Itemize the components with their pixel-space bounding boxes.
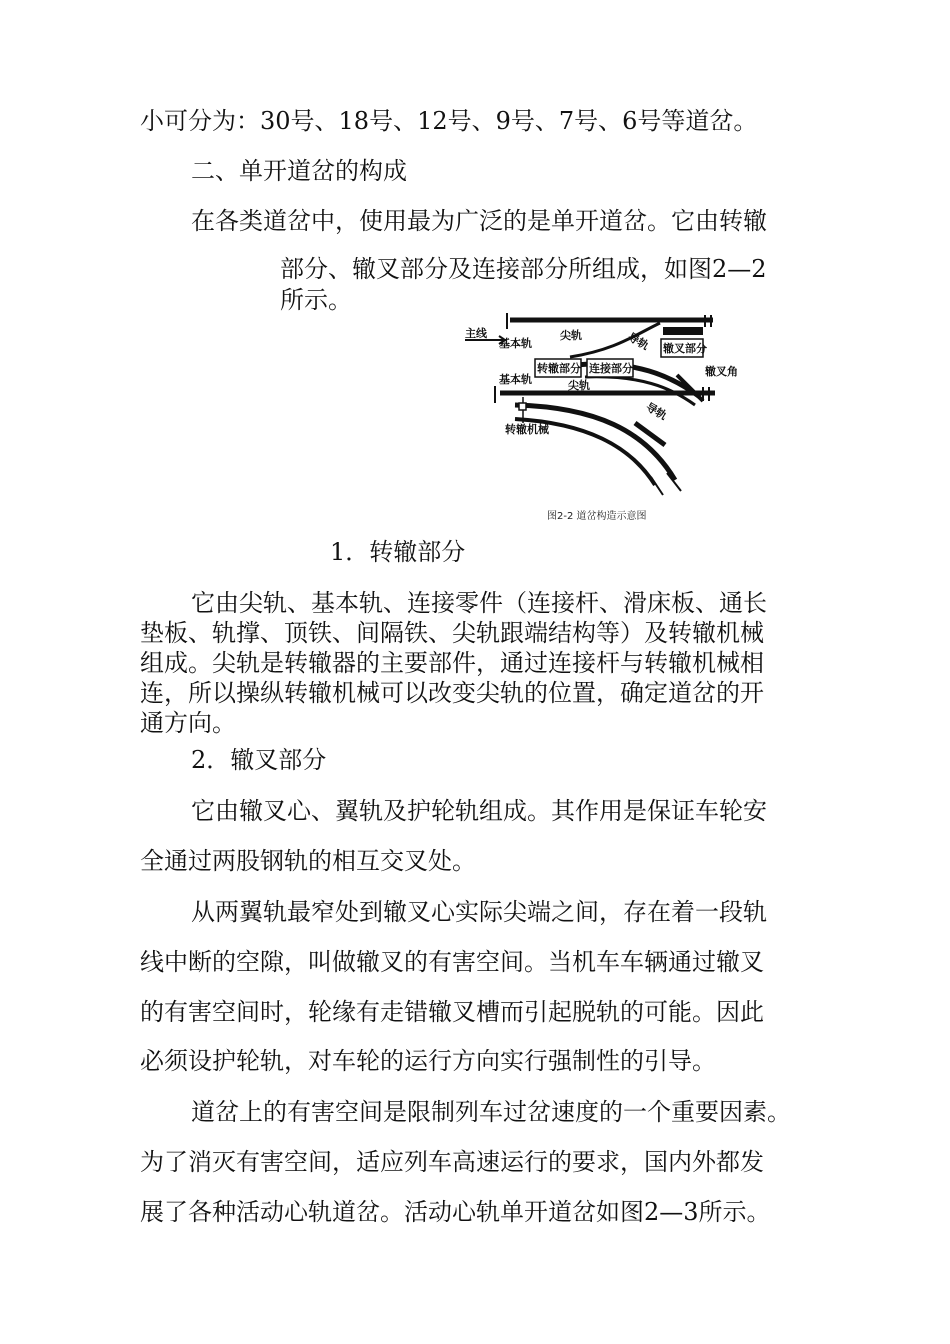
text-p8-3: 展了各种活动心轨道岔。活动心轨单开道岔如图2—3所示。 bbox=[140, 1198, 771, 1226]
label-switch-rail: 尖轨 bbox=[560, 329, 582, 342]
label-stock-rail-top: 基本轨 bbox=[499, 337, 532, 350]
text-p7-1: 从两翼轨最窄处到辙叉心实际尖端之间，存在着一段轨 bbox=[191, 898, 767, 926]
text-p8-2: 为了消灭有害空间，适应列车高速运行的要求，国内外都发 bbox=[140, 1148, 764, 1176]
label-connect-part: 连接部分 bbox=[589, 362, 633, 375]
guide-rail-bottom bbox=[515, 405, 675, 480]
text-p5-3: 组成。尖轨是转辙器的主要部件，通过连接杆与转辙机械相 bbox=[140, 649, 764, 677]
text-p6-1: 它由辙叉心、翼轨及护轮轨组成。其作用是保证车轮安 bbox=[191, 797, 767, 825]
text-p7-4: 必须设护轮轨，对车轮的运行方向实行强制性的引导。 bbox=[140, 1047, 716, 1075]
text-p8-1: 道岔上的有害空间是限制列车过岔速度的一个重要因素。 bbox=[191, 1098, 791, 1126]
label-main-line: 主线 bbox=[465, 327, 487, 340]
subheading-switch-part: 1．转辙部分 bbox=[330, 538, 466, 566]
text-line-4b: 所示。 bbox=[280, 286, 352, 314]
text-line-3: 在各类道岔中，使用最为广泛的是单开道岔。它由转辙 bbox=[191, 207, 767, 235]
label-switch-machine: 转辙机械 bbox=[505, 423, 549, 436]
text-p5-5: 通方向。 bbox=[140, 709, 236, 737]
turnout-diagram bbox=[455, 305, 738, 535]
text-line-4a: 部分、辙叉部分及连接部分所组成，如图2—2 bbox=[280, 255, 767, 283]
text-p5-4: 连，所以操纵转辙机械可以改变尖轨的位置，确定道岔的开 bbox=[140, 679, 764, 707]
text-line-1: 小可分为：30号、18号、12号、9号、7号、6号等道岔。 bbox=[140, 107, 758, 135]
text-p7-2: 线中断的空隙，叫做辙叉的有害空间。当机车车辆通过辙叉 bbox=[140, 948, 764, 976]
label-switch-rail-2: 尖轨 bbox=[568, 379, 590, 392]
text-p7-3: 的有害空间时，轮缘有走错辙叉槽而引起脱轨的可能。因此 bbox=[140, 998, 764, 1026]
text-p6-2: 全通过两股钢轨的相互交叉处。 bbox=[140, 847, 476, 875]
text-p5-2: 垫板、轨撑、顶铁、间隔铁、尖轨跟端结构等）及转辙机械 bbox=[140, 619, 764, 647]
figure-caption: 图2-2 道岔构造示意图 bbox=[547, 511, 647, 522]
label-guide-rail-top: 导轨 bbox=[625, 330, 652, 353]
section-heading: 二、单开道岔的构成 bbox=[191, 157, 407, 185]
label-frog-angle: 辙叉角 bbox=[705, 365, 738, 378]
label-guide-rail-bottom: 导轨 bbox=[643, 400, 670, 423]
text-p5-1: 它由尖轨、基本轨、连接零件（连接杆、滑床板、通长 bbox=[191, 589, 767, 617]
label-frog-part: 辙叉部分 bbox=[663, 342, 707, 355]
label-stock-rail-bottom: 基本轨 bbox=[499, 373, 532, 386]
subheading-frog-part: 2．辙叉部分 bbox=[191, 746, 327, 774]
label-switch-part: 转辙部分 bbox=[537, 362, 581, 375]
